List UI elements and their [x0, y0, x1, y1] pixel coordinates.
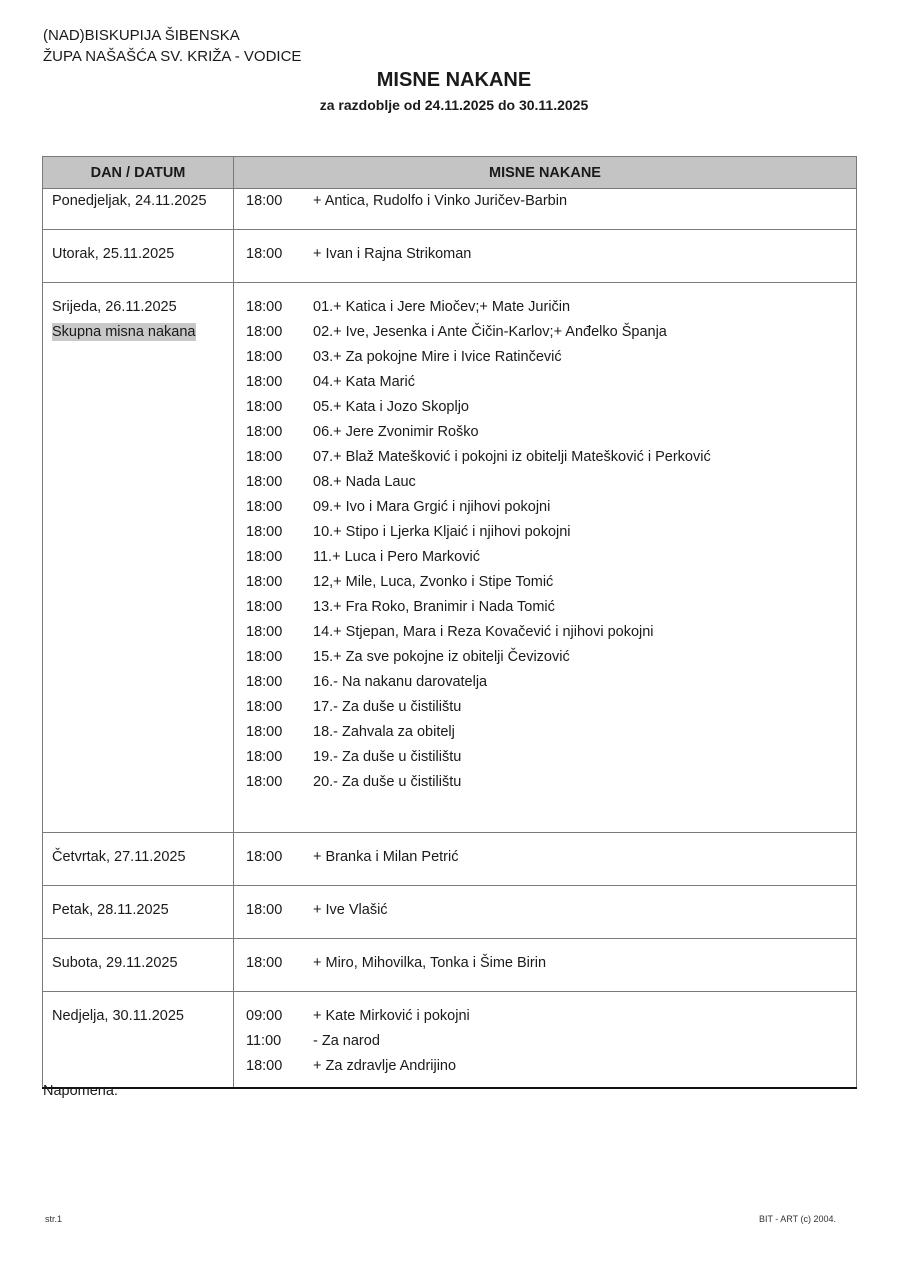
mass-time: 18:00	[246, 424, 283, 440]
intention-entry	[246, 719, 856, 745]
intention-text: 18.- Zahvala za obitelj	[313, 724, 455, 740]
day-row	[43, 833, 857, 886]
intention-text: 09.+ Ivo i Mara Grgić i njihovi pokojni	[313, 499, 551, 515]
intention-entry	[246, 419, 856, 445]
intention-entry	[246, 950, 856, 976]
intentions-cell	[234, 189, 857, 230]
intention-entry	[246, 694, 856, 720]
intention-text: + Kate Mirković i pokojni	[313, 1008, 470, 1024]
intention-entry	[246, 469, 856, 495]
intention-entry	[246, 844, 856, 870]
intention-entry	[246, 188, 856, 214]
intention-entry	[246, 544, 856, 570]
intention-text: 13.+ Fra Roko, Branimir i Nada Tomić	[313, 599, 555, 615]
mass-time: 18:00	[246, 246, 283, 262]
column-header-intentions: MISNE NAKANE	[234, 157, 857, 189]
day-row	[43, 992, 857, 1089]
day-date: Nedjelja, 30.11.2025	[52, 1008, 184, 1024]
intentions-cell	[234, 833, 857, 886]
intention-entry	[246, 394, 856, 420]
intention-text: 02.+ Ive, Jesenka i Ante Čičin-Karlov;+ Anđelko Španja	[313, 324, 667, 340]
intention-entry	[246, 319, 856, 345]
mass-time: 18:00	[246, 524, 283, 540]
intention-text: 16.- Na nakanu darovatelja	[313, 674, 488, 690]
intention-entry	[246, 1028, 856, 1054]
intention-entry	[246, 294, 856, 320]
table-header-row	[43, 157, 857, 189]
day-row	[43, 189, 857, 230]
intentions-cell	[234, 992, 857, 1089]
day-row	[43, 939, 857, 992]
mass-time: 18:00	[246, 474, 283, 490]
day-cell	[43, 939, 234, 992]
mass-time: 18:00	[246, 674, 283, 690]
intention-text: 03.+ Za pokojne Mire i Ivice Ratinčević	[313, 349, 562, 365]
intention-text: 15.+ Za sve pokojne iz obitelji Čevizović	[313, 649, 570, 665]
mass-time: 18:00	[246, 193, 283, 209]
day-cell	[43, 283, 234, 833]
mass-time: 18:00	[246, 449, 283, 465]
mass-time: 18:00	[246, 624, 283, 640]
mass-time: 18:00	[246, 499, 283, 515]
intention-text: 10.+ Stipo i Ljerka Kljaić i njihovi pokojni	[313, 524, 571, 540]
mass-time: 18:00	[246, 549, 283, 565]
date-range-subtitle: za razdoblje od 24.11.2025 do 30.11.2025	[319, 97, 589, 113]
intention-text: 12,+ Mile, Luca, Zvonko i Stipe Tomić	[313, 574, 554, 590]
day-date: Srijeda, 26.11.2025	[52, 299, 177, 315]
intention-text: 20.- Za duše u čistilištu	[313, 774, 462, 790]
intention-entry	[246, 897, 856, 923]
mass-time: 09:00	[246, 1008, 283, 1024]
intention-entry	[246, 744, 856, 770]
day-date: Utorak, 25.11.2025	[52, 246, 175, 262]
intention-entry	[246, 1053, 856, 1079]
intention-text: 07.+ Blaž Matešković i pokojni iz obitelji Matešković i Perković	[313, 449, 711, 465]
mass-intentions-table	[42, 156, 857, 1089]
mass-time: 18:00	[246, 399, 283, 415]
intention-entry	[246, 444, 856, 470]
intention-text: + Za zdravlje Andrijino	[313, 1058, 457, 1074]
intention-text: 17.- Za duše u čistilištu	[313, 699, 462, 715]
mass-time: 18:00	[246, 955, 283, 971]
mass-time: 18:00	[246, 649, 283, 665]
intention-entry	[246, 1003, 856, 1029]
page-number: str.1	[45, 1214, 63, 1224]
intention-text: + Ivan i Rajna Strikoman	[313, 246, 472, 262]
intention-entry	[246, 594, 856, 620]
diocese-name: (NAD)BISKUPIJA ŠIBENSKA	[43, 27, 240, 44]
intention-text: 06.+ Jere Zvonimir Roško	[313, 424, 479, 440]
intentions-cell	[234, 283, 857, 833]
day-cell	[43, 833, 234, 886]
intention-entry	[246, 344, 856, 370]
mass-time: 11:00	[246, 1033, 282, 1049]
day-cell	[43, 886, 234, 939]
software-credit: BIT - ART (c) 2004.	[758, 1214, 836, 1224]
mass-time: 18:00	[246, 902, 283, 918]
mass-time: 18:00	[246, 749, 283, 765]
column-header-day-date: DAN / DATUM	[43, 157, 234, 189]
intention-text: 11.+ Luca i Pero Marković	[313, 549, 480, 565]
day-row	[43, 230, 857, 283]
intention-text: + Miro, Mihovilka, Tonka i Šime Birin	[313, 955, 547, 971]
mass-time: 18:00	[246, 374, 283, 390]
day-cell	[43, 992, 234, 1089]
note-line	[52, 319, 233, 345]
day-date: Četvrtak, 27.11.2025	[52, 849, 186, 865]
intention-entry	[246, 519, 856, 545]
intention-entry	[246, 669, 856, 695]
day-date: Subota, 29.11.2025	[52, 955, 178, 971]
mass-time: 18:00	[246, 599, 283, 615]
day-row	[43, 283, 857, 833]
parish-name: ŽUPA NAŠAŠĆA SV. KRIŽA - VODICE	[43, 48, 302, 65]
intention-text: 14.+ Stjepan, Mara i Reza Kovačević i njihovi pokojni	[313, 624, 654, 640]
intention-text: 08.+ Nada Lauc	[313, 474, 416, 490]
mass-time: 18:00	[246, 724, 283, 740]
day-cell	[43, 189, 234, 230]
intention-entry	[246, 769, 856, 795]
intention-entry	[246, 569, 856, 595]
intention-text: 04.+ Kata Marić	[313, 374, 415, 390]
intentions-cell	[234, 939, 857, 992]
intention-text: - Za narod	[313, 1033, 380, 1049]
mass-time: 18:00	[246, 574, 283, 590]
mass-time: 18:00	[246, 299, 283, 315]
mass-time: 18:00	[246, 349, 283, 365]
intention-entry	[246, 619, 856, 645]
mass-time: 18:00	[246, 1058, 283, 1074]
intention-entry	[246, 369, 856, 395]
intention-entry	[246, 644, 856, 670]
mass-time: 18:00	[246, 774, 283, 790]
intention-text: 05.+ Kata i Jozo Skopljo	[313, 399, 469, 415]
intention-text: 01.+ Katica i Jere Miočev;+ Mate Juričin	[313, 299, 571, 315]
intention-text: + Branka i Milan Petrić	[313, 849, 459, 865]
intention-entry	[246, 241, 856, 267]
day-cell	[43, 230, 234, 283]
mass-time: 18:00	[246, 324, 283, 340]
intention-text: + Ive Vlašić	[313, 902, 388, 918]
day-row	[43, 886, 857, 939]
document-title: MISNE NAKANE	[376, 69, 532, 91]
mass-time: 18:00	[246, 699, 283, 715]
day-date: Petak, 28.11.2025	[52, 902, 169, 918]
intentions-cell	[234, 230, 857, 283]
intention-text: + Antica, Rudolfo i Vinko Juričev-Barbin	[313, 193, 568, 209]
intention-entry	[246, 494, 856, 520]
collective-intention-note: Skupna misna nakana	[52, 324, 196, 340]
intention-text: 19.- Za duše u čistilištu	[313, 749, 462, 765]
mass-time: 18:00	[246, 849, 283, 865]
note-label: Napomena:	[43, 1083, 118, 1099]
intentions-cell	[234, 886, 857, 939]
day-date: Ponedjeljak, 24.11.2025	[52, 193, 207, 209]
